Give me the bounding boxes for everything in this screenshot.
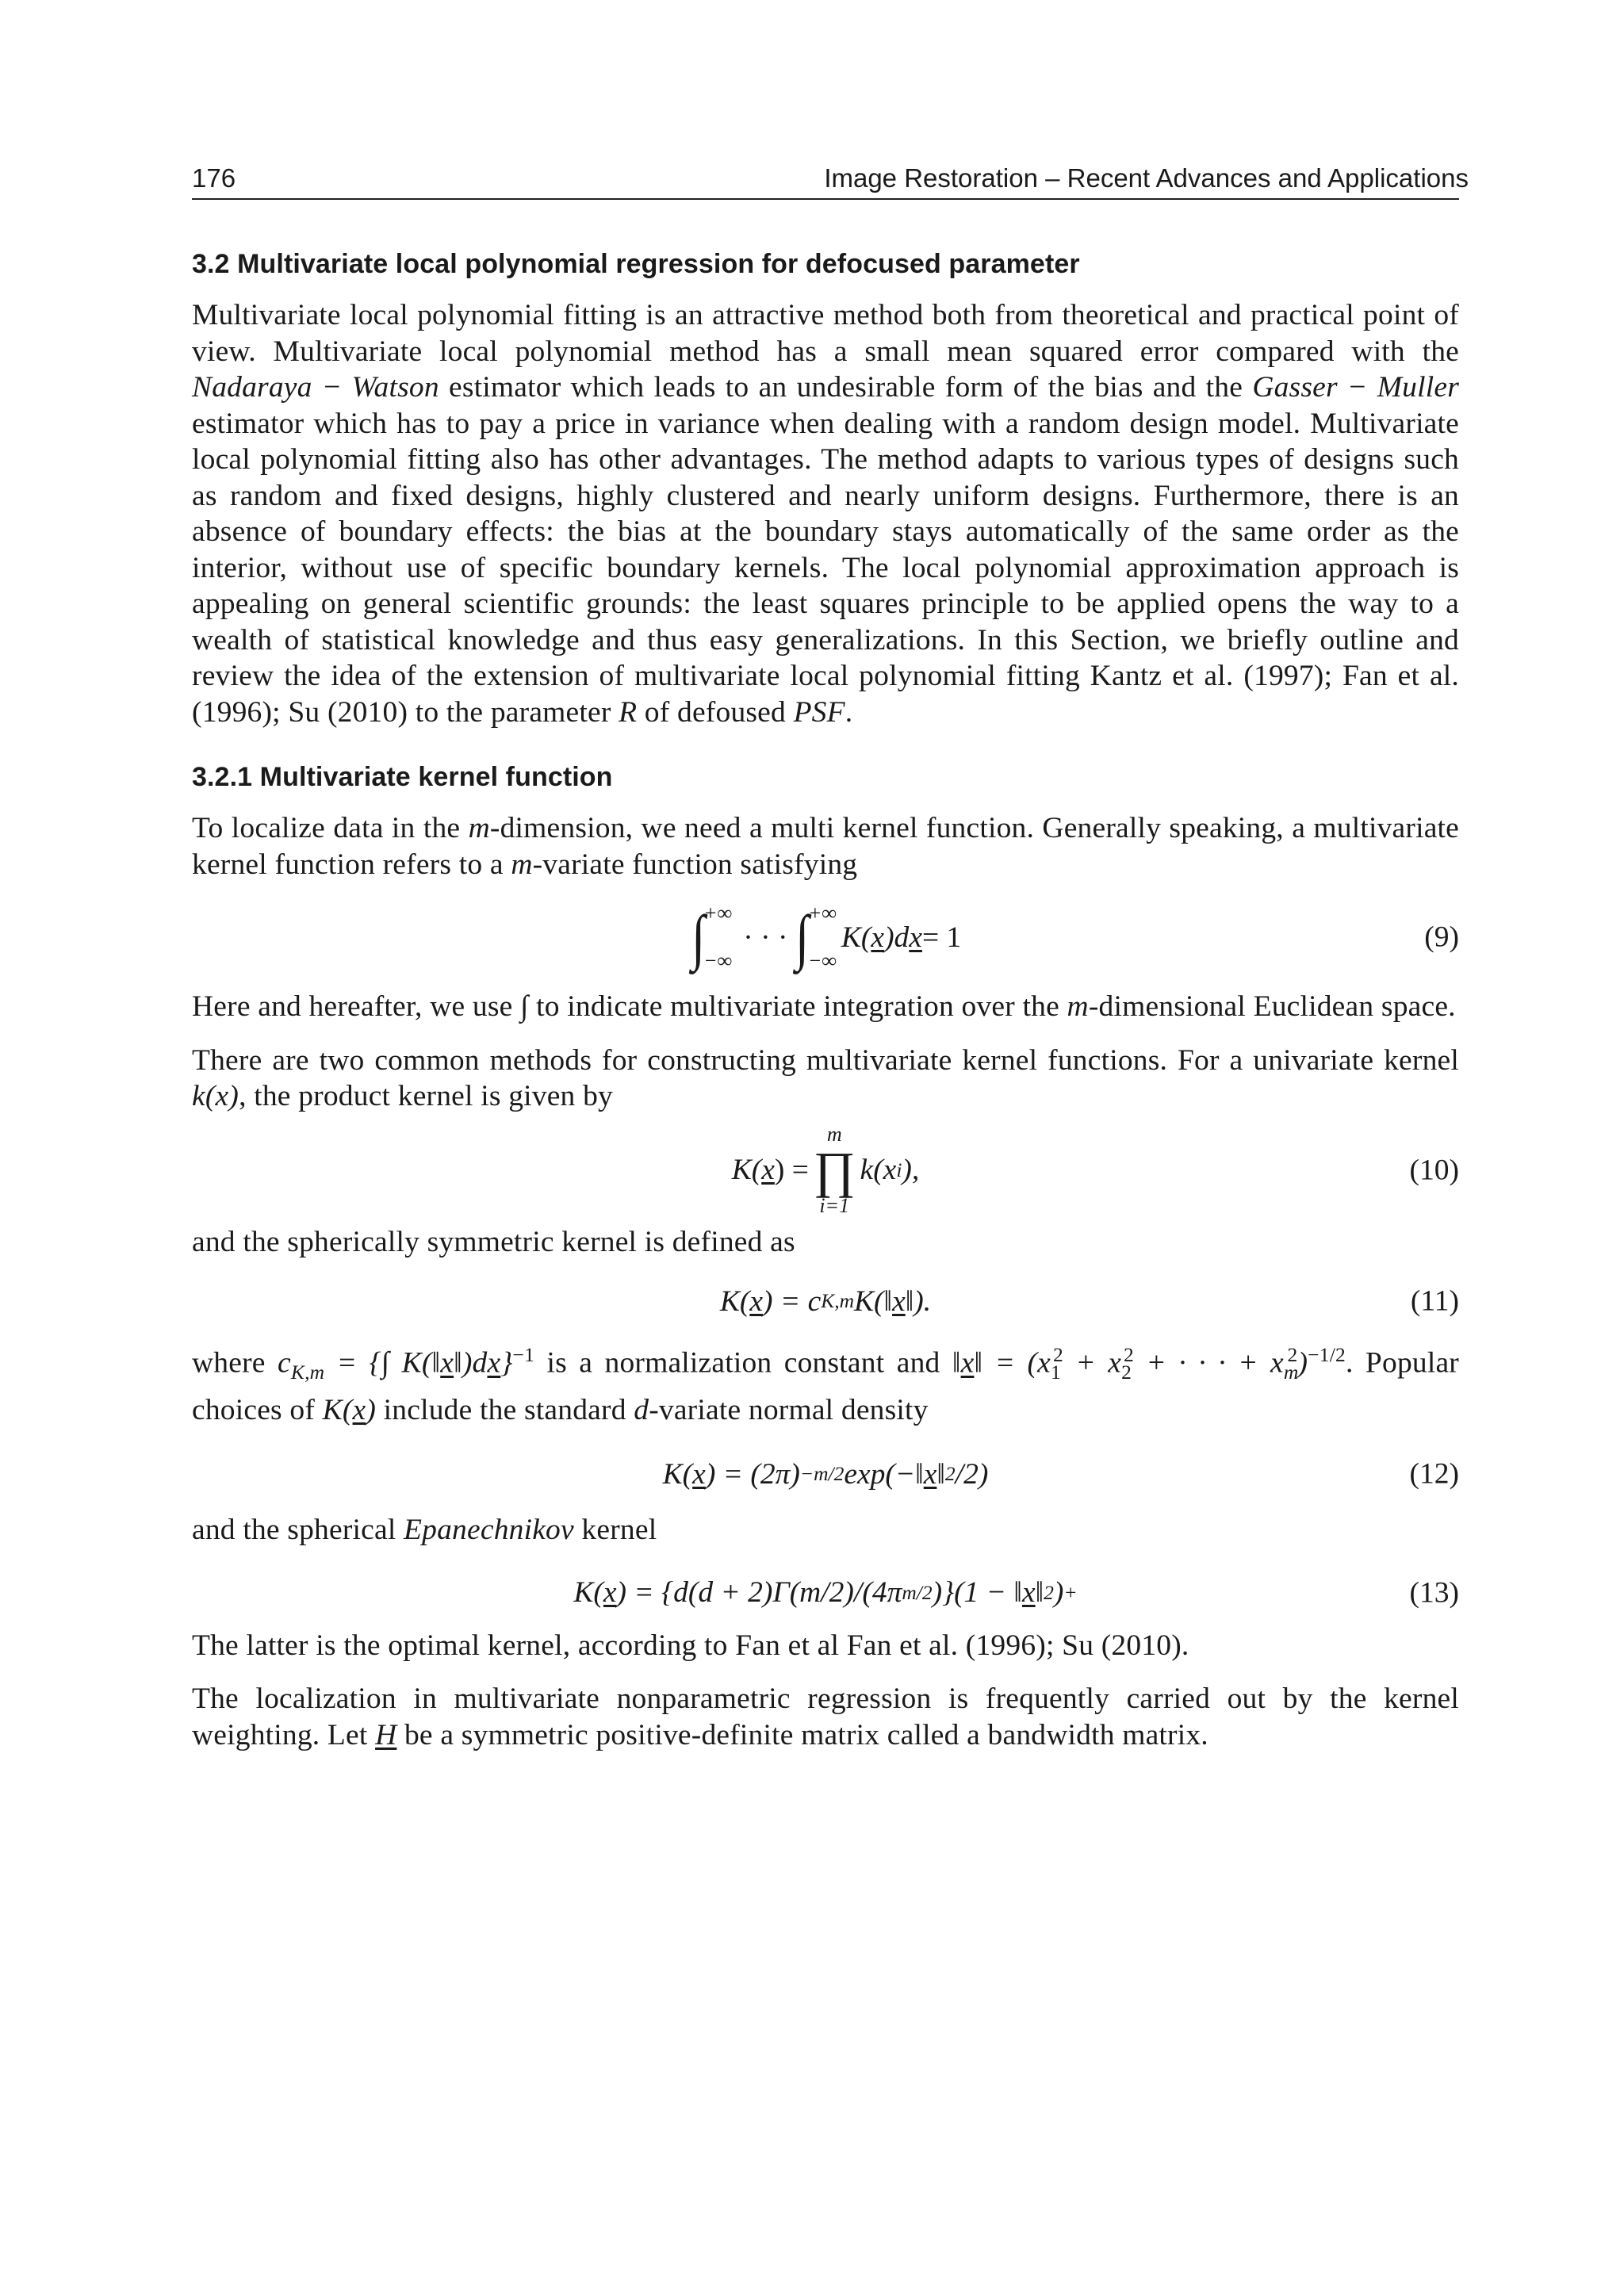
- equation-13: K( x ) = {d(d + 2)Γ(m/2)/(4π m/2 )}(1 − ‖ x ‖ 2 ) + (13): [573, 1576, 1459, 1609]
- paragraph-two-methods: There are two common methods for constructing multivariate kernel functions. For a univariate kernel k(x), the product kernel is given by: [192, 1043, 1459, 1112]
- page: [192, 163, 1469, 1753]
- equation-number: (10): [1409, 1154, 1459, 1186]
- paragraph-spherical: and the spherically symmetric kernel is defined as: [192, 1225, 795, 1258]
- equation-number: (12): [1409, 1457, 1459, 1491]
- equation-9: ∫ +∞ −∞ · · · ∫ +∞ −∞ K( x )d x = 1 (9): [192, 894, 1459, 981]
- page-number: 176: [192, 163, 236, 193]
- book-title: Image Restoration – Recent Advances and Applications: [824, 163, 1469, 193]
- subsection-heading: 3.2.1 Multivariate kernel function: [192, 762, 613, 792]
- equation-12: K( x ) = (2π) −m/2 exp(−‖ x ‖ 2 /2) (12): [662, 1457, 1459, 1491]
- equation-11: K( x ) = c K,m K(‖ x ‖). (11): [719, 1284, 1459, 1318]
- paragraph-epanechnikov: and the spherical Epanechnikov kernel: [192, 1514, 657, 1546]
- equation-10: K( x ) = m ∏ i=1 k(x i ), (10): [731, 1122, 1459, 1217]
- running-head: [192, 163, 1469, 200]
- equation-number: (9): [1424, 921, 1459, 954]
- paragraph-hereafter: Here and hereafter, we use ∫ to indicate multivariate integration over the m-dimensional Euclidean space.: [192, 990, 1456, 1023]
- paragraph-intro: Multivariate local polynomial fitting is an attractive method both from theoretical and practical point of view. Multivariate local polynomial method has a small mean squared error compared with the Nadaraya − Watson estimator which leads to an undesirable form of the bias and the Gasser − Muller estimator which has to pay a price in variance when dealing with a random design model. Multivariate local polynomial fitting also has other advantages. The method adapts to various types of designs such as random and fixed designs, highly clustered and nearly uniform designs. Furthermore, there is an absence of boundary effects: the bias at the boundary stays automatically of the same order as the interior, without use of specific boundary kernels. The local polynomial approximation approach is appealing on general scientific grounds: the least squares principle to be applied opens the way to a wealth of statistical knowledge and thus easy generalizations. In this Section, we briefly outline and review the idea of the extension of multivariate local polynomial fitting Kantz et al. (1997); Fan et al. (1996); Su (2010) to the parameter R of defoused PSF.: [192, 299, 1460, 729]
- paragraph-localization: The localization in multivariate nonparametric regression is frequently carried out by the kernel weighting. Let H be a symmetric positive-definite matrix called a bandwidth matrix.: [192, 1682, 1459, 1751]
- integral-2: ∫ +∞ −∞: [795, 902, 837, 972]
- integral-1: ∫ +∞ −∞: [691, 902, 733, 972]
- paragraph-localize: To localize data in the m-dimension, we need a multi kernel function. Generally speaking, a multivariate kernel function refers to a m-variate function satisfying: [192, 812, 1459, 881]
- product-operator: m ∏ i=1: [813, 1122, 856, 1217]
- paragraph-optimal: The latter is the optimal kernel, according to Fan et al Fan et al. (1996); Su (2010).: [192, 1629, 1189, 1662]
- equation-number: (13): [1409, 1576, 1459, 1609]
- equation-number: (11): [1410, 1284, 1459, 1318]
- section-heading: 3.2 Multivariate local polynomial regression for defocused parameter: [192, 249, 1080, 279]
- paragraph-normalization: where $c_{K,m}$ = {∫ K(‖x‖)dx}$^{-1}$ is a normalization constant and ‖x‖ = ($x_1^2 + x_2^2$ + · · · + $x_m^2)^{-1/2}$. Popular choices of K(x) include the standard d-variate normal density: [192, 1343, 1459, 1426]
